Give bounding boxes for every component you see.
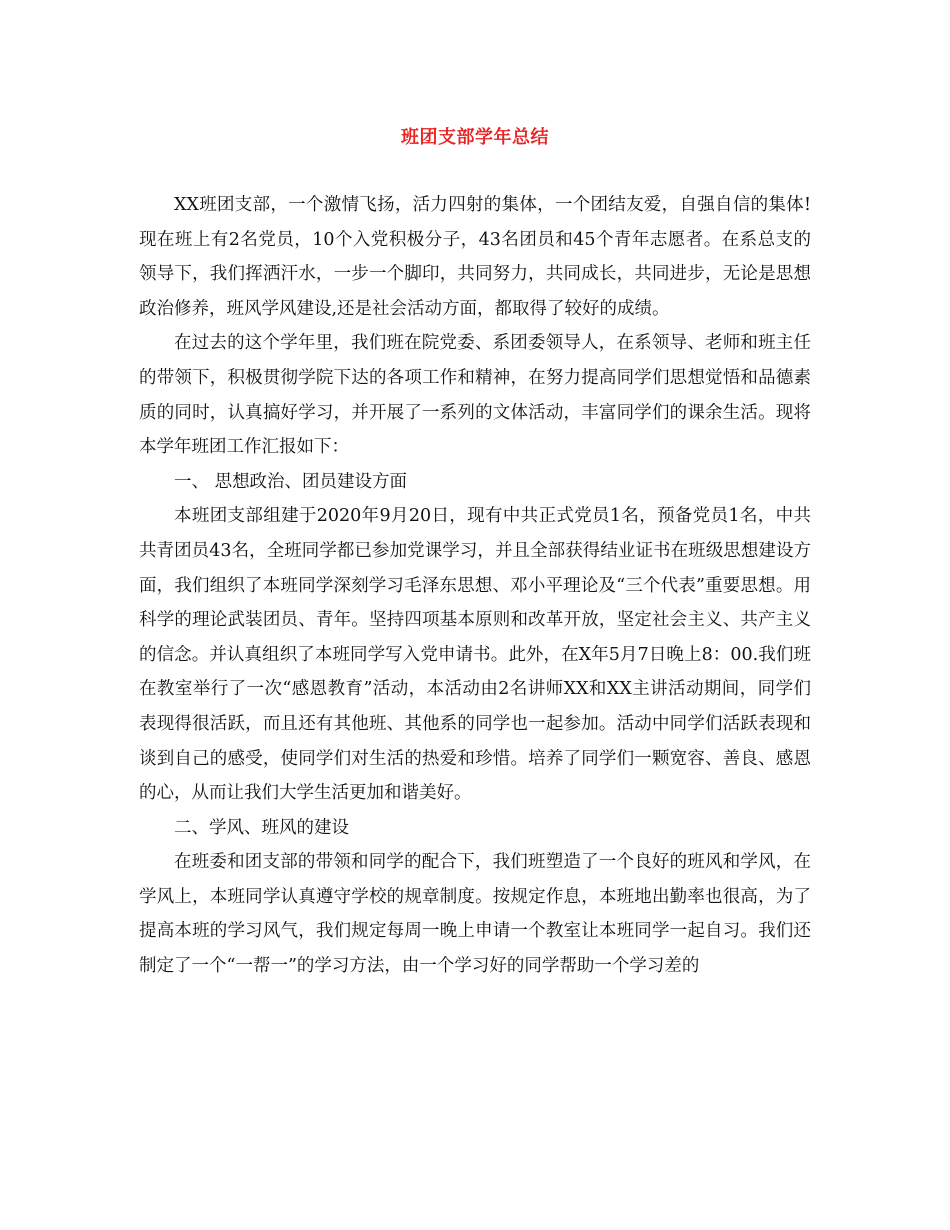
section-heading-1: 一、 思想政治、团员建设方面	[174, 471, 408, 492]
paragraph-section-2: 在班委和团支部的带领和同学的配合下，我们班塑造了一个良好的班风和学风，在学风上，本班同学认真遵守学校的规章制度。按规定作息，本班地出勤率也很高，为了提高本班的学习风气，我们规定每周一晚上申请一个教室让本班同学一起自习。我们还制定了一个“一帮一”的学习方法，由一个学习好的同学帮助一个学习差的	[139, 852, 811, 977]
paragraph-intro: XX班团支部，一个激情飞扬，活力四射的集体，一个团结友爱，自强自信的集体!现在班上有2名党员，10个入党积极分子，43名团员和45个青年志愿者。在系总支的领导下，我们挥洒汗水，一步一个脚印，共同努力，共同成长，共同进步，无论是思想政治修养，班风学风建设,还是社会活动方面，都取得了较好的成绩。	[139, 195, 811, 319]
paragraph-overview: 在过去的这个学年里，我们班在院党委、系团委领导人，在系领导、老师和班主任的带领下，积极贯彻学院下达的各项工作和精神，在努力提高同学们思想觉悟和品德素质的同时，认真搞好学习，并开展了一系列的文体活动，丰富同学们的课余生活。现将本学年班团工作汇报如下：	[139, 333, 811, 458]
document-body	[139, 188, 811, 984]
document-title: 班团支部学年总结	[401, 127, 549, 148]
section-heading-2: 二、学风、班风的建设	[174, 817, 349, 838]
paragraph-section-1: 本班团支部组建于2020年9月20日，现有中共正式党员1名，预备党员1名，中共共青团员43名，全班同学都已参加党课学习，并且全部获得结业证书在班级思想建设方面，我们组织了本班同学深刻学习毛泽东思想、邓小平理论及“三个代表”重要思想。用科学的理论武装团员、青年。坚持四项基本原则和改革开放，坚定社会主义、共产主义的信念。并认真组织了本班同学写入党申请书。此外，在X年5月7日晚上8：00.我们班在教室举行了一次“感恩教育”活动，本活动由2名讲师XX和XX主讲活动期间，同学们表现得很活跃，而且还有其他班、其他系的同学也一起参加。活动中同学们活跃表现和谈到自己的感受，使同学们对生活的热爱和珍惜。培养了同学们一颗宽容、善良、感恩的心，从而让我们大学生活更加和谐美好。	[139, 506, 811, 804]
